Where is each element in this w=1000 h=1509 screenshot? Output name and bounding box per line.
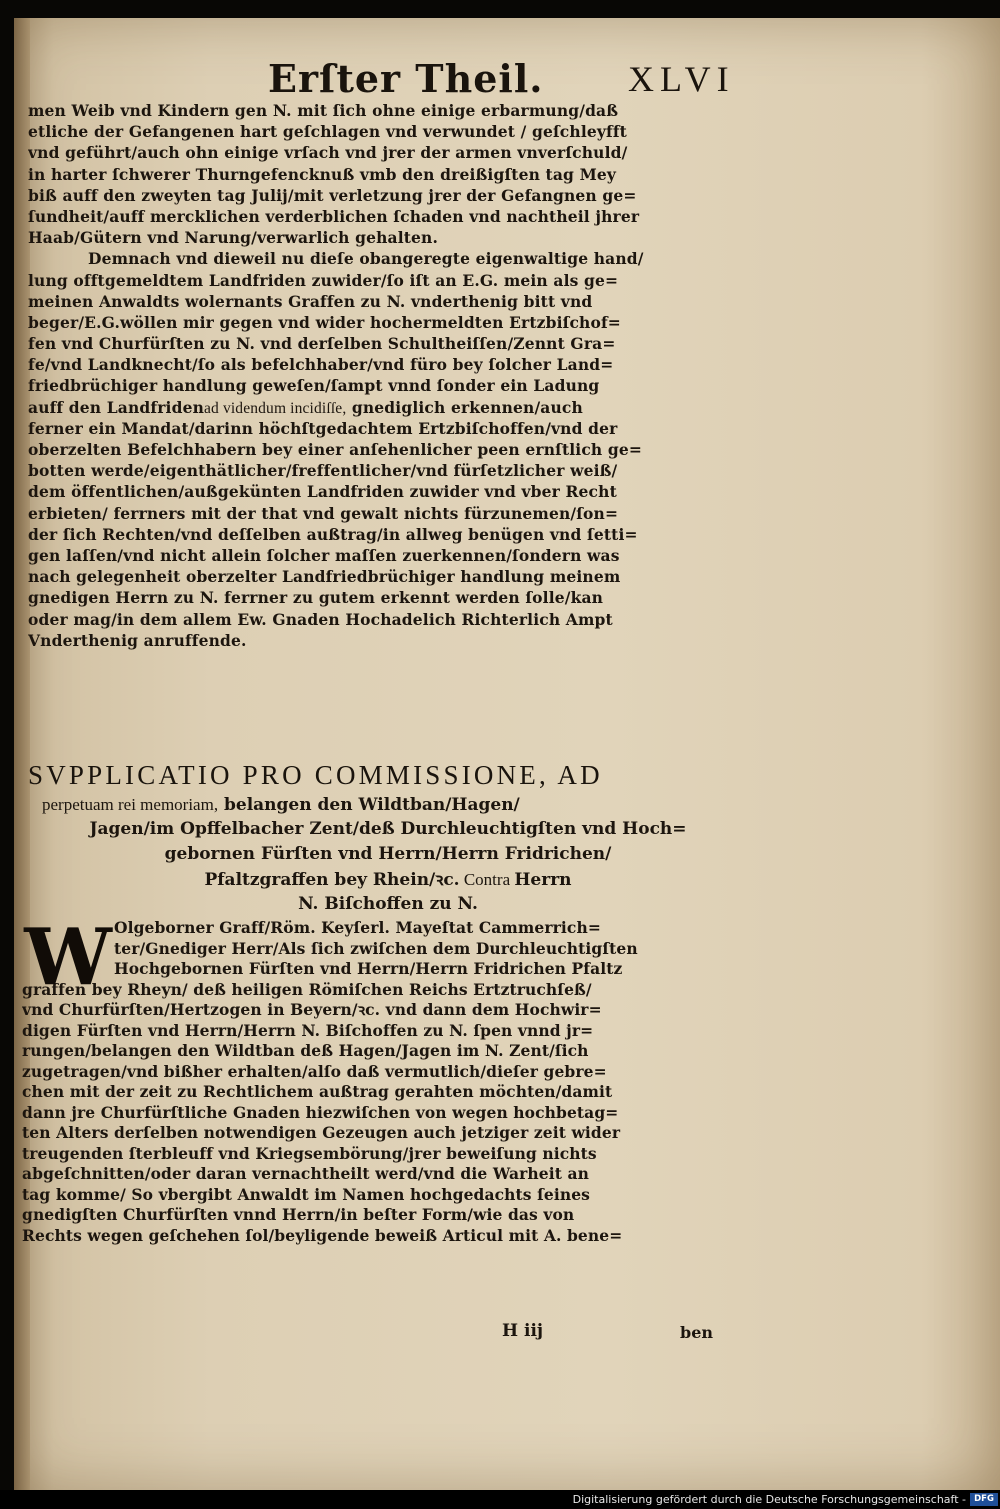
text-line: Demnach vnd dieweil nu dieſe obangeregte eigenwaltige hand/ — [88, 249, 644, 269]
text-line-with-latin — [28, 397, 748, 418]
text-run: gnediglich erkennen/auch — [346, 397, 583, 417]
text-line: men Weib vnd Kindern gen N. mit ſich ohne einige erbarmung/daß — [28, 101, 619, 120]
text-line: Olgeborner Graff/Röm. Keyſerl. Mayeſtat Cammerrich= — [114, 918, 601, 937]
text-line: fe/vnd Landknecht/ſo als befelchhaber/vnd füro bey ſolcher Land= — [28, 355, 614, 375]
text-line: erbieten/ ferrners mit der that vnd gewalt nichts fürzunemen/ſon= — [28, 503, 619, 523]
dfg-logo: DFG — [970, 1493, 998, 1506]
text-line: Hochgebornen Fürſten vnd Herrn/Herrn Fridrichen Pfaltz — [114, 959, 623, 978]
text-line: vnd geführt/auch ohn einige vrſach vnd jrer der armen vnverſchuld/ — [28, 143, 628, 163]
text-line: ſundheit/auff mercklichen verderblichen ſchaden vnd nachtheil jhrer — [28, 206, 640, 226]
text-line: meinen Anwaldts wolernants Graffen zu N. vnderthenig bitt vnd — [28, 291, 593, 311]
text-line: gnedigen Herrn zu N. ferrner zu gutem erkennt werden ſolle/kan — [28, 588, 604, 608]
text-line: ferner ein Mandat/darinn höchſtgedachtem Ertzbiſchoffen/vnd der — [28, 418, 618, 438]
text-line: botten werde/eigenthätlicher/freffentlicher/vnd fürſetzlicher weiß/ — [28, 461, 618, 481]
text-line: treugenden ſterbleuff vnd Kriegsembörung/jrer beweiſung nichts — [22, 1143, 597, 1163]
running-head-title: Erſter Theil. — [268, 56, 544, 101]
funding-credit: Digitalisierung gefördert durch die Deutsche Forschungsgemeinschaft - — [572, 1493, 966, 1506]
heading-line — [28, 792, 748, 817]
text-line: Rechts wegen geſchehen ſol/beyligende beweiß Articul mit A. bene= — [22, 1225, 623, 1245]
decorated-initial: W — [24, 912, 112, 1003]
text-line: ter/Gnediger Herr/Als ſich zwiſchen dem Durchleuchtigſten — [114, 938, 638, 958]
text-line: Haab/Gütern vnd Narung/verwarlich gehalten. — [28, 228, 439, 248]
text-line: ten Alters derſelben notwendigen Gezeugen auch jetziger zeit wider — [22, 1123, 621, 1142]
running-head — [0, 56, 1000, 106]
text-line: oder mag/in dem allem Ew. Gnaden Hochadelich Richterlich Ampt — [28, 609, 613, 629]
catchword: ben — [680, 1323, 713, 1342]
latin-phrase: perpetuam rei memoriam, — [42, 795, 219, 814]
text-line: graffen bey Rheyn/ deß heiligen Römiſchen Reichs Ertztruchſeß/ — [22, 979, 592, 999]
heading-line: gebornen Fürſten vnd Herrn/Herrn Fridrichen/ — [164, 844, 612, 864]
text-line: etliche der Gefangenen hart geſchlagen vnd verwundet / geſchleyfft — [28, 122, 627, 142]
text-line: beger/E.G.wöllen mir gegen vnd wider hochermeldten Ertzbiſchof= — [28, 312, 621, 332]
text-line: Vnderthenig anruffende. — [28, 630, 247, 650]
text-line: fen vnd Churfürſten zu N. vnd derſelben Schultheiſſen/Zennt Gra= — [28, 334, 616, 354]
text-line: rungen/belangen den Wildtban deß Hagen/Jagen im N. Zent/ſich — [22, 1041, 589, 1060]
heading-line — [28, 867, 748, 892]
text-run: auff den Landfriden — [28, 397, 204, 417]
text-line: biß auff den zweyten tag Julij/mit verletzung jrer der Gefangnen ge= — [28, 185, 637, 205]
text-run: Pfaltzgraffen bey Rhein/ꝛc. — [204, 870, 460, 890]
text-block-top — [28, 100, 748, 651]
text-line: zugetragen/vnd bißher erhalten/alſo daß vermutlich/dieſer gebre= — [22, 1061, 607, 1081]
section-heading — [28, 758, 748, 917]
text-line: abgeſchnitten/oder daran vernachtheilt werd/vnd die Warheit an — [22, 1164, 589, 1183]
text-line: gnedigſten Churfürſten vnnd Herrn/in beſter Form/wie das von — [22, 1205, 575, 1224]
heading-line: Jagen/im Opffelbacher Zent/deß Durchleuchtigſten vnd Hoch= — [89, 819, 687, 839]
text-line: oberzelten Befelchhabern bey einer anſehenlicher peen ernſtlich ge= — [28, 440, 643, 459]
text-line: tag komme/ So vbergibt Anwaldt im Namen hochgedachts ſeines — [22, 1184, 591, 1204]
text-line: dem öffentlichen/außgekünten Landfriden zuwider vnd vber Recht — [28, 482, 617, 502]
text-line: friedbrüchiger handlung geweſen/ſampt vnnd ſonder ein Ladung — [28, 376, 600, 396]
signature-mark: H iij — [502, 1321, 544, 1341]
text-line: gen laſſen/vnd nicht allein ſolcher maſſen zuerkennen/ſondern was — [28, 545, 620, 565]
text-run: Herrn — [514, 870, 572, 890]
text-line: digen Fürſten vnd Herrn/Herrn N. Biſchoffen zu N. ſpen vnnd jr= — [22, 1020, 594, 1040]
text-line: dann jre Churfürſtliche Gnaden hiezwiſchen von wegen hochbetag= — [22, 1102, 619, 1122]
text-line: nach gelegenheit oberzelter Landfriedbrüchiger handlung meinem — [28, 567, 621, 587]
latin-phrase: Contra — [459, 870, 515, 889]
heading-line: N. Biſchoffen zu N. — [298, 894, 478, 914]
text-line: in harter ſchwerer Thurngefencknuß vmb den dreißigſten tag Mey — [28, 164, 617, 184]
heading-title: SVPPLICATIO PRO COMMISSIONE, AD — [28, 760, 603, 790]
text-block-bottom — [22, 912, 762, 1246]
folio-number: XLVI — [628, 59, 735, 99]
text-line: der ſich Rechten/vnd deſſelben außtrag/in allweg benügen vnd ſetti= — [28, 524, 638, 544]
text-line: vnd Churfürſten/Hertzogen in Beyern/ꝛc. vnd dann dem Hochwir= — [22, 1000, 602, 1019]
text-run: belangen den Wildtban/Hagen/ — [218, 795, 520, 815]
text-line: lung offtgemeldtem Landfriden zuwider/ſo iſt an E.G. mein als ge= — [28, 270, 619, 290]
latin-phrase: ad videndum incidiſſe, — [204, 399, 347, 417]
text-line: chen mit der zeit zu Rechtlichem außtrag gerahten möchten/damit — [22, 1082, 613, 1101]
